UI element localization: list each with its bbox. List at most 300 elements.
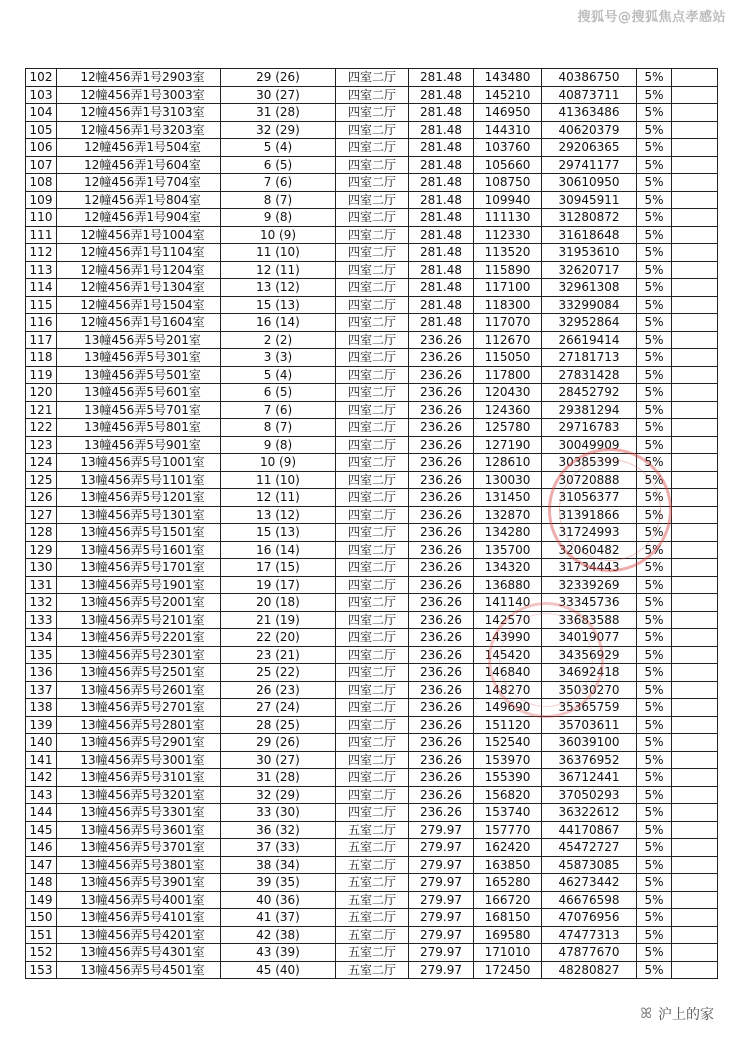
- unit-price-cell: 141140: [474, 594, 542, 612]
- row-number-cell: 126: [26, 489, 57, 507]
- area-cell: 281.48: [409, 314, 474, 332]
- area-cell: 236.26: [409, 629, 474, 647]
- remark-cell: [672, 69, 718, 87]
- total-price-cell: 30720888: [542, 471, 637, 489]
- unit-address-cell: 12幢456弄1号3003室: [57, 86, 221, 104]
- layout-cell: 四室二厅: [336, 314, 409, 332]
- layout-cell: 四室二厅: [336, 419, 409, 437]
- total-price-cell: 30385399: [542, 454, 637, 472]
- unit-price-cell: 105660: [474, 156, 542, 174]
- area-cell: 236.26: [409, 804, 474, 822]
- unit-address-cell: 13幢456弄5号701室: [57, 401, 221, 419]
- unit-address-cell: 13幢456弄5号1601室: [57, 541, 221, 559]
- layout-cell: 四室二厅: [336, 279, 409, 297]
- table-row: [26, 576, 718, 594]
- rate-cell: 5%: [637, 156, 672, 174]
- area-cell: 281.48: [409, 296, 474, 314]
- row-number-cell: 148: [26, 874, 57, 892]
- layout-cell: 四室二厅: [336, 804, 409, 822]
- unit-address-cell: 13幢456弄5号3001室: [57, 751, 221, 769]
- row-number-cell: 142: [26, 769, 57, 787]
- unit-price-cell: 152540: [474, 734, 542, 752]
- unit-address-cell: 13幢456弄5号2901室: [57, 734, 221, 752]
- row-number-cell: 128: [26, 524, 57, 542]
- area-cell: 236.26: [409, 524, 474, 542]
- table-row: [26, 191, 718, 209]
- floor-cell: 37 (33): [221, 839, 336, 857]
- row-number-cell: 137: [26, 681, 57, 699]
- layout-cell: 四室二厅: [336, 524, 409, 542]
- floor-cell: 10 (9): [221, 454, 336, 472]
- remark-cell: [672, 314, 718, 332]
- unit-price-cell: 143480: [474, 69, 542, 87]
- total-price-cell: 30049909: [542, 436, 637, 454]
- layout-cell: 四室二厅: [336, 69, 409, 87]
- unit-address-cell: 13幢456弄5号1701室: [57, 559, 221, 577]
- layout-cell: 四室二厅: [336, 436, 409, 454]
- row-number-cell: 138: [26, 699, 57, 717]
- total-price-cell: 48280827: [542, 961, 637, 979]
- rate-cell: 5%: [637, 436, 672, 454]
- area-cell: 236.26: [409, 401, 474, 419]
- layout-cell: 五室二厅: [336, 891, 409, 909]
- area-cell: 236.26: [409, 366, 474, 384]
- remark-cell: [672, 454, 718, 472]
- total-price-cell: 31618648: [542, 226, 637, 244]
- total-price-cell: 34356929: [542, 646, 637, 664]
- rate-cell: 5%: [637, 454, 672, 472]
- area-cell: 236.26: [409, 681, 474, 699]
- remark-cell: [672, 156, 718, 174]
- floor-cell: 30 (27): [221, 751, 336, 769]
- area-cell: 279.97: [409, 874, 474, 892]
- area-cell: 236.26: [409, 541, 474, 559]
- table-row: [26, 69, 718, 87]
- unit-price-cell: 128610: [474, 454, 542, 472]
- layout-cell: 四室二厅: [336, 716, 409, 734]
- unit-price-cell: 103760: [474, 139, 542, 157]
- floor-cell: 15 (13): [221, 296, 336, 314]
- rate-cell: 5%: [637, 769, 672, 787]
- floor-cell: 11 (10): [221, 471, 336, 489]
- unit-price-cell: 153740: [474, 804, 542, 822]
- layout-cell: 五室二厅: [336, 839, 409, 857]
- floor-cell: 6 (5): [221, 384, 336, 402]
- row-number-cell: 118: [26, 349, 57, 367]
- area-cell: 279.97: [409, 926, 474, 944]
- rate-cell: 5%: [637, 524, 672, 542]
- floor-cell: 45 (40): [221, 961, 336, 979]
- area-cell: 281.48: [409, 244, 474, 262]
- floor-cell: 7 (6): [221, 174, 336, 192]
- table-row: [26, 506, 718, 524]
- row-number-cell: 151: [26, 926, 57, 944]
- floor-cell: 6 (5): [221, 156, 336, 174]
- area-cell: 281.48: [409, 261, 474, 279]
- layout-cell: 四室二厅: [336, 646, 409, 664]
- remark-cell: [672, 419, 718, 437]
- area-cell: 236.26: [409, 664, 474, 682]
- layout-cell: 四室二厅: [336, 489, 409, 507]
- area-cell: 236.26: [409, 506, 474, 524]
- unit-price-cell: 125780: [474, 419, 542, 437]
- row-number-cell: 108: [26, 174, 57, 192]
- unit-address-cell: 12幢456弄1号1204室: [57, 261, 221, 279]
- layout-cell: 四室二厅: [336, 681, 409, 699]
- total-price-cell: 35365759: [542, 699, 637, 717]
- area-cell: 281.48: [409, 174, 474, 192]
- remark-cell: [672, 384, 718, 402]
- unit-price-cell: 134320: [474, 559, 542, 577]
- rate-cell: 5%: [637, 331, 672, 349]
- remark-cell: [672, 279, 718, 297]
- unit-price-cell: 120430: [474, 384, 542, 402]
- table-row: [26, 804, 718, 822]
- total-price-cell: 33345736: [542, 594, 637, 612]
- total-price-cell: 29716783: [542, 419, 637, 437]
- floor-cell: 7 (6): [221, 401, 336, 419]
- unit-address-cell: 12幢456弄1号704室: [57, 174, 221, 192]
- unit-address-cell: 12幢456弄1号1504室: [57, 296, 221, 314]
- total-price-cell: 40873711: [542, 86, 637, 104]
- table-row: [26, 611, 718, 629]
- area-cell: 236.26: [409, 611, 474, 629]
- layout-cell: 五室二厅: [336, 926, 409, 944]
- unit-address-cell: 13幢456弄5号301室: [57, 349, 221, 367]
- unit-address-cell: 13幢456弄5号2601室: [57, 681, 221, 699]
- row-number-cell: 149: [26, 891, 57, 909]
- watermark-top-right: 搜狐号@搜狐焦点孝感站: [577, 10, 726, 25]
- remark-cell: [672, 856, 718, 874]
- row-number-cell: 135: [26, 646, 57, 664]
- remark-cell: [672, 191, 718, 209]
- row-number-cell: 136: [26, 664, 57, 682]
- rate-cell: 5%: [637, 296, 672, 314]
- area-cell: 279.97: [409, 909, 474, 927]
- remark-cell: [672, 121, 718, 139]
- total-price-cell: 27831428: [542, 366, 637, 384]
- price-list-table: [25, 68, 718, 979]
- floor-cell: 32 (29): [221, 786, 336, 804]
- remark-cell: [672, 629, 718, 647]
- floor-cell: 8 (7): [221, 419, 336, 437]
- total-price-cell: 26619414: [542, 331, 637, 349]
- row-number-cell: 145: [26, 821, 57, 839]
- unit-address-cell: 13幢456弄5号4001室: [57, 891, 221, 909]
- table-row: [26, 419, 718, 437]
- rate-cell: 5%: [637, 786, 672, 804]
- total-price-cell: 33299084: [542, 296, 637, 314]
- floor-cell: 20 (18): [221, 594, 336, 612]
- rate-cell: 5%: [637, 891, 672, 909]
- row-number-cell: 147: [26, 856, 57, 874]
- table-row: [26, 646, 718, 664]
- remark-cell: [672, 86, 718, 104]
- total-price-cell: 35030270: [542, 681, 637, 699]
- unit-address-cell: 13幢456弄5号3801室: [57, 856, 221, 874]
- unit-address-cell: 13幢456弄5号4301室: [57, 944, 221, 962]
- rate-cell: 5%: [637, 121, 672, 139]
- floor-cell: 16 (14): [221, 541, 336, 559]
- floor-cell: 8 (7): [221, 191, 336, 209]
- total-price-cell: 47477313: [542, 926, 637, 944]
- row-number-cell: 114: [26, 279, 57, 297]
- rate-cell: 5%: [637, 279, 672, 297]
- row-number-cell: 125: [26, 471, 57, 489]
- unit-address-cell: 13幢456弄5号801室: [57, 419, 221, 437]
- total-price-cell: 36039100: [542, 734, 637, 752]
- rate-cell: 5%: [637, 366, 672, 384]
- table-row: [26, 261, 718, 279]
- floor-cell: 15 (13): [221, 524, 336, 542]
- unit-address-cell: 13幢456弄5号3201室: [57, 786, 221, 804]
- floor-cell: 9 (8): [221, 436, 336, 454]
- floor-cell: 39 (35): [221, 874, 336, 892]
- total-price-cell: 40620379: [542, 121, 637, 139]
- total-price-cell: 32339269: [542, 576, 637, 594]
- layout-cell: 四室二厅: [336, 156, 409, 174]
- rate-cell: 5%: [637, 716, 672, 734]
- unit-address-cell: 12幢456弄1号804室: [57, 191, 221, 209]
- area-cell: 236.26: [409, 454, 474, 472]
- table-row: [26, 366, 718, 384]
- table-row: [26, 891, 718, 909]
- unit-address-cell: 12幢456弄1号1104室: [57, 244, 221, 262]
- unit-address-cell: 12幢456弄1号604室: [57, 156, 221, 174]
- area-cell: 236.26: [409, 576, 474, 594]
- remark-cell: [672, 366, 718, 384]
- unit-price-cell: 118300: [474, 296, 542, 314]
- layout-cell: 四室二厅: [336, 86, 409, 104]
- rate-cell: 5%: [637, 261, 672, 279]
- row-number-cell: 110: [26, 209, 57, 227]
- row-number-cell: 122: [26, 419, 57, 437]
- rate-cell: 5%: [637, 909, 672, 927]
- layout-cell: 四室二厅: [336, 261, 409, 279]
- layout-cell: 四室二厅: [336, 296, 409, 314]
- layout-cell: 五室二厅: [336, 874, 409, 892]
- area-cell: 281.48: [409, 191, 474, 209]
- unit-price-cell: 148270: [474, 681, 542, 699]
- rate-cell: 5%: [637, 839, 672, 857]
- rate-cell: 5%: [637, 384, 672, 402]
- area-cell: 236.26: [409, 699, 474, 717]
- floor-cell: 25 (22): [221, 664, 336, 682]
- unit-price-cell: 155390: [474, 769, 542, 787]
- table-row: [26, 664, 718, 682]
- total-price-cell: 32620717: [542, 261, 637, 279]
- table-row: [26, 121, 718, 139]
- rate-cell: 5%: [637, 419, 672, 437]
- table-row: [26, 226, 718, 244]
- total-price-cell: 47877670: [542, 944, 637, 962]
- table-row: [26, 699, 718, 717]
- floor-cell: 13 (12): [221, 506, 336, 524]
- remark-cell: [672, 751, 718, 769]
- floor-cell: 38 (34): [221, 856, 336, 874]
- area-cell: 236.26: [409, 646, 474, 664]
- rate-cell: 5%: [637, 191, 672, 209]
- area-cell: 281.48: [409, 226, 474, 244]
- unit-address-cell: 12幢456弄1号3103室: [57, 104, 221, 122]
- row-number-cell: 141: [26, 751, 57, 769]
- row-number-cell: 131: [26, 576, 57, 594]
- table-row: [26, 769, 718, 787]
- area-cell: 236.26: [409, 769, 474, 787]
- area-cell: 279.97: [409, 839, 474, 857]
- unit-address-cell: 13幢456弄5号1901室: [57, 576, 221, 594]
- rate-cell: 5%: [637, 489, 672, 507]
- table-row: [26, 384, 718, 402]
- area-cell: 236.26: [409, 751, 474, 769]
- floor-cell: 5 (4): [221, 139, 336, 157]
- row-number-cell: 102: [26, 69, 57, 87]
- floor-cell: 9 (8): [221, 209, 336, 227]
- table-row: [26, 559, 718, 577]
- row-number-cell: 152: [26, 944, 57, 962]
- rate-cell: 5%: [637, 104, 672, 122]
- unit-price-cell: 111130: [474, 209, 542, 227]
- remark-cell: [672, 471, 718, 489]
- total-price-cell: 32952864: [542, 314, 637, 332]
- unit-price-cell: 169580: [474, 926, 542, 944]
- floor-cell: 12 (11): [221, 489, 336, 507]
- area-cell: 281.48: [409, 209, 474, 227]
- table-row: [26, 716, 718, 734]
- layout-cell: 四室二厅: [336, 104, 409, 122]
- rate-cell: 5%: [637, 821, 672, 839]
- total-price-cell: 29381294: [542, 401, 637, 419]
- remark-cell: [672, 839, 718, 857]
- table-row: [26, 139, 718, 157]
- remark-cell: [672, 139, 718, 157]
- total-price-cell: 31724993: [542, 524, 637, 542]
- row-number-cell: 123: [26, 436, 57, 454]
- floor-cell: 43 (39): [221, 944, 336, 962]
- remark-cell: [672, 296, 718, 314]
- unit-price-cell: 153970: [474, 751, 542, 769]
- unit-price-cell: 145420: [474, 646, 542, 664]
- table-row: [26, 944, 718, 962]
- area-cell: 279.97: [409, 891, 474, 909]
- remark-cell: [672, 331, 718, 349]
- layout-cell: 四室二厅: [336, 629, 409, 647]
- unit-price-cell: 142570: [474, 611, 542, 629]
- unit-address-cell: 13幢456弄5号3101室: [57, 769, 221, 787]
- total-price-cell: 45472727: [542, 839, 637, 857]
- row-number-cell: 143: [26, 786, 57, 804]
- total-price-cell: 40386750: [542, 69, 637, 87]
- area-cell: 279.97: [409, 856, 474, 874]
- rate-cell: 5%: [637, 944, 672, 962]
- unit-price-cell: 117070: [474, 314, 542, 332]
- remark-cell: [672, 821, 718, 839]
- table-row: [26, 594, 718, 612]
- unit-address-cell: 13幢456弄5号4501室: [57, 961, 221, 979]
- layout-cell: 四室二厅: [336, 506, 409, 524]
- layout-cell: 四室二厅: [336, 331, 409, 349]
- rate-cell: 5%: [637, 629, 672, 647]
- total-price-cell: 30945911: [542, 191, 637, 209]
- unit-address-cell: 13幢456弄5号201室: [57, 331, 221, 349]
- unit-price-cell: 168150: [474, 909, 542, 927]
- total-price-cell: 31280872: [542, 209, 637, 227]
- total-price-cell: 34019077: [542, 629, 637, 647]
- layout-cell: 四室二厅: [336, 174, 409, 192]
- total-price-cell: 33683588: [542, 611, 637, 629]
- area-cell: 236.26: [409, 384, 474, 402]
- row-number-cell: 120: [26, 384, 57, 402]
- total-price-cell: 32961308: [542, 279, 637, 297]
- total-price-cell: 31953610: [542, 244, 637, 262]
- remark-cell: [672, 576, 718, 594]
- row-number-cell: 124: [26, 454, 57, 472]
- layout-cell: 四室二厅: [336, 594, 409, 612]
- floor-cell: 16 (14): [221, 314, 336, 332]
- total-price-cell: 46273442: [542, 874, 637, 892]
- area-cell: 281.48: [409, 279, 474, 297]
- layout-cell: 四室二厅: [336, 401, 409, 419]
- remark-cell: [672, 401, 718, 419]
- unit-price-cell: 171010: [474, 944, 542, 962]
- unit-price-cell: 156820: [474, 786, 542, 804]
- unit-price-cell: 130030: [474, 471, 542, 489]
- unit-price-cell: 172450: [474, 961, 542, 979]
- table-row: [26, 349, 718, 367]
- layout-cell: 四室二厅: [336, 786, 409, 804]
- area-cell: 279.97: [409, 944, 474, 962]
- area-cell: 236.26: [409, 786, 474, 804]
- unit-price-cell: 145210: [474, 86, 542, 104]
- table-row: [26, 681, 718, 699]
- rate-cell: 5%: [637, 856, 672, 874]
- total-price-cell: 29741177: [542, 156, 637, 174]
- floor-cell: 29 (26): [221, 69, 336, 87]
- rate-cell: 5%: [637, 69, 672, 87]
- rate-cell: 5%: [637, 874, 672, 892]
- total-price-cell: 32060482: [542, 541, 637, 559]
- total-price-cell: 27181713: [542, 349, 637, 367]
- table-row: [26, 296, 718, 314]
- layout-cell: 四室二厅: [336, 366, 409, 384]
- rate-cell: 5%: [637, 699, 672, 717]
- layout-cell: 四室二厅: [336, 191, 409, 209]
- table-row: [26, 454, 718, 472]
- row-number-cell: 109: [26, 191, 57, 209]
- unit-price-cell: 165280: [474, 874, 542, 892]
- rate-cell: 5%: [637, 244, 672, 262]
- unit-price-cell: 127190: [474, 436, 542, 454]
- unit-price-cell: 113520: [474, 244, 542, 262]
- table-row: [26, 314, 718, 332]
- remark-cell: [672, 226, 718, 244]
- unit-address-cell: 13幢456弄5号1101室: [57, 471, 221, 489]
- layout-cell: 四室二厅: [336, 209, 409, 227]
- layout-cell: 四室二厅: [336, 559, 409, 577]
- unit-price-cell: 143990: [474, 629, 542, 647]
- unit-address-cell: 13幢456弄5号3701室: [57, 839, 221, 857]
- remark-cell: [672, 734, 718, 752]
- row-number-cell: 119: [26, 366, 57, 384]
- floor-cell: 33 (30): [221, 804, 336, 822]
- table-body: [26, 69, 718, 979]
- unit-address-cell: 12幢456弄1号3203室: [57, 121, 221, 139]
- unit-address-cell: 12幢456弄1号904室: [57, 209, 221, 227]
- table-row: [26, 244, 718, 262]
- floor-cell: 36 (32): [221, 821, 336, 839]
- unit-address-cell: 13幢456弄5号2501室: [57, 664, 221, 682]
- rate-cell: 5%: [637, 681, 672, 699]
